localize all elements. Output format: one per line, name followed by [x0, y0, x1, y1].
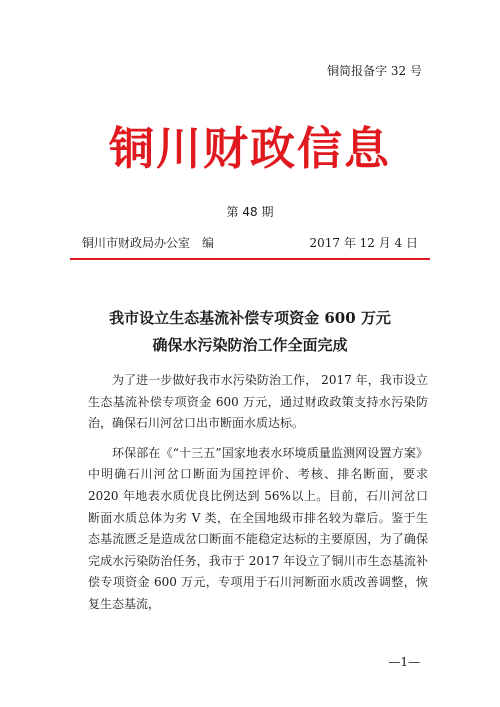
article-title-line-2: 确保水污染防治工作全面完成 — [152, 336, 348, 354]
article-title-line-1: 我市设立生态基流补偿专项资金 600 万元 — [109, 309, 391, 327]
masthead-title: 铜川财政信息 — [108, 122, 391, 175]
red-divider — [70, 258, 430, 260]
paragraph: 为了进一步做好我市水污染防治工作， 2017 年，我市设立生态基流补偿专项资金 600 万元，通过财政政策支持水污染防治，确保石川河岔口出市断面水质达标。 — [88, 373, 428, 431]
page-number: —1— — [388, 655, 420, 669]
article-body — [88, 370, 428, 624]
filing-number: 铜简报备字 32 号 — [327, 64, 422, 78]
paragraph: 环保部在《“十三五”国家地表水环境质量监测网设置方案》中明确石川河岔口断面为国控评价、考核、排名断面，要求 2020 年地表水质优良比例达到 56%以上。目前，石川河岔口断面水质总体为劣 V 类，在全国地级市排名较为靠后。鉴于生态基流匮乏是造成岔口断面不能稳定达标的主要原因，为了确保完成水污染防治任务，我市于 2017 年设立了铜川市生态基流补偿专项资金 600 万元，专项用于石川河断面水质改善调整，恢复生态基流， — [88, 445, 428, 611]
publication-date: 2017 年 12 月 4 日 — [309, 236, 418, 250]
issue-number: 第 48 期 — [226, 205, 274, 219]
issuer: 铜川市财政局办公室 编 — [82, 236, 215, 250]
